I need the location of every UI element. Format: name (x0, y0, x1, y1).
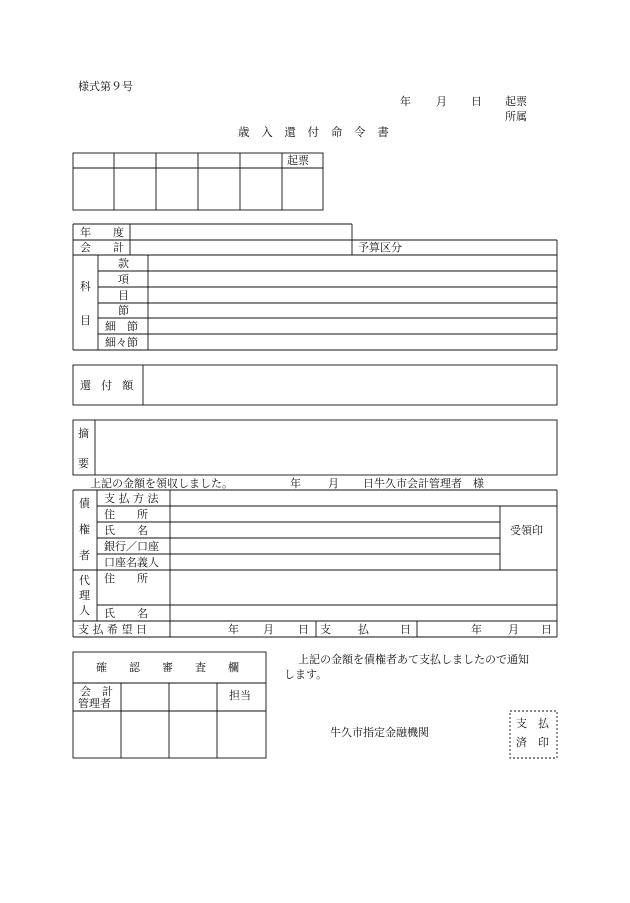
header-year: 年 (400, 95, 411, 108)
paid-stamp-line-2: 済 印 (516, 736, 549, 749)
budget-item-kan: 款 (118, 257, 129, 270)
header-month: 月 (436, 95, 447, 108)
bank-label: 牛久市指定金融機関 (330, 726, 429, 739)
agent-side-3: 人 (79, 604, 90, 617)
fiscal-year-label: 年 度 (80, 226, 124, 239)
refund-amount-label: 還 付 額 (80, 379, 137, 392)
budget-category-label: 予算区分 (358, 241, 402, 254)
paid-day-label: 日 (400, 623, 411, 636)
paid-label-2: 払 (358, 623, 369, 636)
receipt-month: 月 (328, 477, 339, 490)
header-shozoku: 所属 (505, 110, 527, 123)
desired-date-label: 支 払 希 望 日 (78, 623, 147, 636)
budget-item-saisetsu: 細 節 (105, 320, 138, 333)
receipt-tail: 日牛久市会計管理者 様 (363, 477, 484, 490)
paid-year: 年 (471, 623, 482, 636)
budget-item-kou: 項 (118, 273, 129, 286)
receipt-year: 年 (290, 477, 301, 490)
kamoku-label-2: 目 (80, 314, 91, 327)
bank-account-label: 銀行／口座 (104, 540, 159, 553)
agent-side-1: 代 (79, 574, 90, 587)
creditor-side-2: 権 (79, 523, 90, 536)
agent-address-label: 住 所 (104, 572, 148, 585)
payment-method-label: 支 払 方 法 (104, 492, 159, 505)
summary-label-1: 摘 (78, 427, 89, 440)
form-number: 様式第９号 (78, 80, 133, 93)
budget-item-moku: 目 (118, 289, 129, 302)
account-holder-label: 口座名義人 (104, 556, 159, 569)
notice-line-1: 上記の金額を債権者あて支払しましたので通知 (298, 653, 529, 666)
creditor-address-label: 住 所 (104, 508, 148, 521)
paid-stamp-line-1: 支 払 (516, 717, 549, 730)
summary-label-2: 要 (78, 457, 89, 470)
creditor-side-1: 債 (79, 497, 90, 510)
seal-label: 受領印 (510, 524, 543, 537)
header-kihyo: 起票 (505, 95, 527, 108)
paid-day: 日 (541, 623, 552, 636)
kamoku-label-1: 科 (80, 280, 91, 293)
agent-side-2: 理 (79, 589, 90, 602)
tanto-label: 担当 (229, 689, 251, 702)
creditor-side-3: 者 (79, 549, 90, 562)
check-table-title: 確 認 審 査 欄 (96, 661, 239, 674)
receipt-text: 上記の金額を領収しました。 (90, 477, 233, 490)
desired-month: 月 (263, 623, 274, 636)
paid-label: 支 (320, 623, 331, 636)
approval-kihyo-label: 起票 (287, 154, 309, 167)
account-label: 会 計 (80, 241, 124, 254)
paid-month: 月 (508, 623, 519, 636)
header-day: 日 (471, 95, 482, 108)
notice-line-2: します。 (284, 668, 328, 681)
agent-name-label: 氏 名 (104, 607, 148, 620)
kaikei-label-2: 管理者 (78, 697, 111, 710)
desired-day: 日 (298, 623, 309, 636)
budget-item-saisaisetsu: 細々節 (105, 336, 138, 349)
page-title: 歳 入 還 付 命 令 書 (238, 125, 393, 139)
creditor-name-label: 氏 名 (104, 524, 148, 537)
budget-item-setsu: 節 (118, 304, 129, 317)
desired-year: 年 (228, 623, 239, 636)
kaikei-label-1: 会 計 (80, 685, 113, 698)
